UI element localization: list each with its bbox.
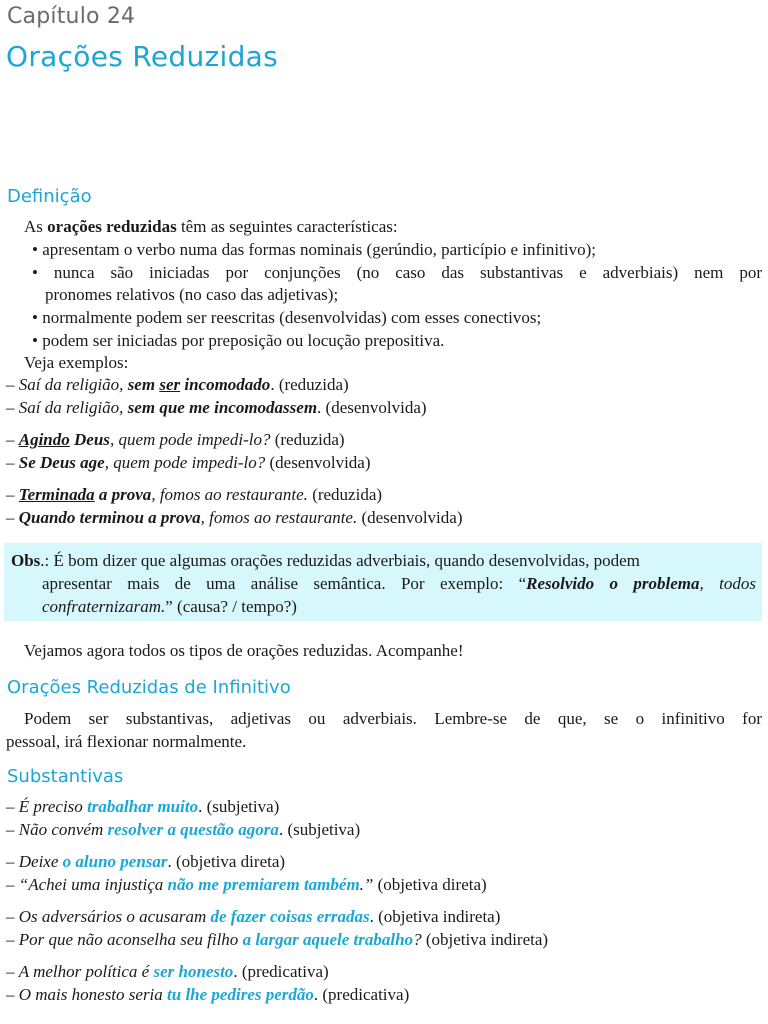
definition-bullet: • normalmente podem ser reescritas (desenvolvidas) com esses conectivos; [32,308,542,327]
definition-bullet: • podem ser iniciadas por preposição ou locução prepositiva. [32,331,445,350]
obs-line: apresentar mais de uma análise semântica. Por exemplo: “Resolvido o problema, todos [42,574,757,593]
definition-bullet: • nunca são iniciadas por conjunções (no caso das substantivas e adverbiais) nem por [32,263,762,282]
example-line: – Quando terminou a prova, fomos ao restaurante. (desenvolvida) [6,508,463,527]
definition-bullet-continuation: pronomes relativos (no caso das adjetivas); [45,285,339,304]
example-line: – Terminada a prova, fomos ao restaurante. (reduzida) [6,485,383,504]
obs-line: Obs.: É bom dizer que algumas orações reduzidas adverbiais, quando desenvolvidas, podem [11,551,640,570]
infinitivo-paragraph: Podem ser substantivas, adjetivas ou adverbiais. Lembre-se de que, se o infinitivo for [24,709,762,728]
substantiva-example: – O mais honesto seria tu lhe pedires perdão. (predicativa) [6,985,410,1004]
example-line: – Se Deus age, quem pode impedi-lo? (desenvolvida) [6,453,371,472]
example-line: – Saí da religião, sem que me incomodassem. (desenvolvida) [6,398,427,417]
obs-label: Obs [11,551,41,570]
section-heading-infinitivo: Orações Reduzidas de Infinitivo [7,677,291,698]
infinitivo-paragraph-continuation: pessoal, irá flexionar normalmente. [6,732,247,751]
chapter-title: Orações Reduzidas [6,40,278,73]
substantiva-example: – Os adversários o acusaram de fazer coisas erradas. (objetiva indireta) [6,907,501,926]
example-line: – Saí da religião, sem ser incomodado. (reduzida) [6,375,349,394]
definition-intro: As orações reduzidas têm as seguintes características: [24,217,398,236]
substantiva-example: – “Achei uma injustiça não me premiarem também.” (objetiva direta) [6,875,487,894]
veja-exemplos: Veja exemplos: [24,353,129,372]
section-heading-substantivas: Substantivas [7,766,124,787]
substantiva-example: – Deixe o aluno pensar. (objetiva direta) [6,852,286,871]
example-line: – Agindo Deus, quem pode impedi-lo? (reduzida) [6,430,345,449]
definition-bullet: • apresentam o verbo numa das formas nominais (gerúndio, particípio e infinitivo); [32,240,596,259]
intro-bold-term: orações reduzidas [47,217,177,236]
substantiva-example: – A melhor política é ser honesto. (predicativa) [6,962,329,981]
substantiva-example: – É preciso trabalhar muito. (subjetiva) [6,797,280,816]
chapter-label: Capítulo 24 [7,4,136,29]
substantiva-example: – Não convém resolver a questão agora. (subjetiva) [6,820,361,839]
section-heading-definicao: Definição [7,186,92,207]
substantiva-example: – Por que não aconselha seu filho a largar aquele trabalho? (objetiva indireta) [6,930,549,949]
obs-line: confraternizaram.” (causa? / tempo?) [42,597,297,616]
vejamos-paragraph: Vejamos agora todos os tipos de orações reduzidas. Acompanhe! [24,641,464,660]
